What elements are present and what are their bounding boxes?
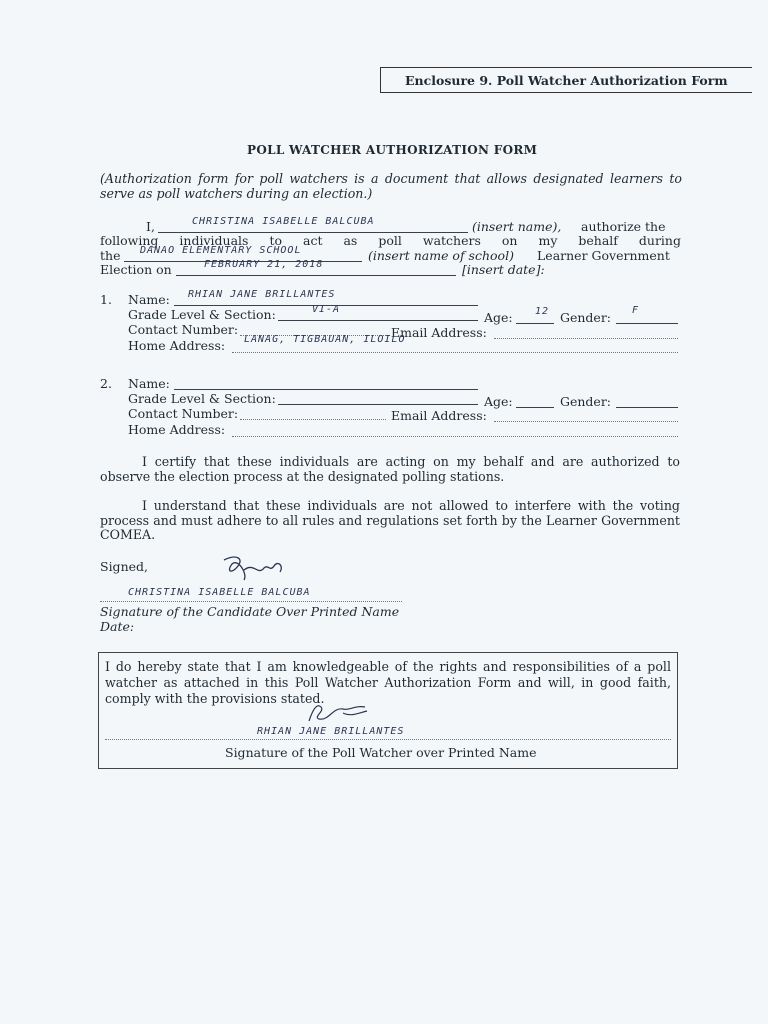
- understand-paragraph: I understand that these individuals are not allowed to interfere with the voting process and must adhere to all rules and regulations set forth by the Learner Government COMEA.: [100, 498, 680, 543]
- intro-learner-gov: Learner Government: [537, 248, 670, 263]
- signed-label: Signed,: [100, 559, 148, 574]
- certify-paragraph: I certify that these individuals are acting on my behalf and are authorized to observe the election process at the designated polling stations.: [100, 454, 680, 484]
- watcher-2-number: 2.: [100, 376, 112, 391]
- statement-text: I do hereby state that I am knowledgeable of the rights and responsibilities of a poll watcher as attached in this Poll Watcher Authorization Form and will, in good faith, comply with the provisions stated.: [105, 659, 671, 706]
- enclosure-label: Enclosure 9. Poll Watcher Authorization Form: [380, 67, 752, 93]
- watcher-2-home-line[interactable]: [232, 436, 678, 437]
- watcher-2-name-line[interactable]: [174, 389, 478, 390]
- candidate-signature: [214, 552, 288, 586]
- watcher-1-grade-label: Grade Level & Section:: [128, 307, 276, 322]
- watcher-2-age-line[interactable]: [516, 407, 554, 408]
- watcher-1-contact-label: Contact Number:: [128, 322, 239, 337]
- watcher-1-gender-label: Gender:: [560, 310, 612, 325]
- watcher-2-gender-line[interactable]: [616, 407, 678, 408]
- poll-watcher-statement-box: [98, 652, 678, 769]
- watcher-1-home-label: Home Address:: [128, 338, 226, 353]
- election-date-line: [176, 275, 456, 276]
- election-date-value[interactable]: FEBRUARY 21, 2018: [204, 259, 324, 270]
- watcher-1-grade-value[interactable]: VI-A: [312, 304, 341, 315]
- intro-i-label: I,: [146, 219, 155, 234]
- school-name-value[interactable]: DANAO ELEMENTARY SCHOOL: [140, 245, 302, 256]
- watcher-2-grade-line[interactable]: [278, 404, 478, 405]
- watcher-printed-name: RHIAN JANE BRILLANTES: [257, 726, 405, 737]
- form-title: POLL WATCHER AUTHORIZATION FORM: [247, 143, 538, 157]
- watcher-2-email-line[interactable]: [494, 421, 678, 422]
- form-subtitle: (Authorization form for poll watchers is a document that allows designated learners to serve as poll watchers during an election.): [100, 171, 682, 201]
- insert-name-hint: (insert name),: [472, 219, 562, 234]
- watcher-signature-caption: Signature of the Poll Watcher over Printed Name: [225, 745, 537, 760]
- watcher-1-gender-line: [616, 323, 678, 324]
- watcher-signature-line: [105, 739, 671, 740]
- watcher-2-name-label: Name:: [128, 376, 170, 391]
- watcher-2-home-label: Home Address:: [128, 422, 226, 437]
- watcher-1-email-label: Email Address:: [391, 325, 487, 340]
- candidate-name-value[interactable]: CHRISTINA ISABELLE BALCUBA: [192, 216, 375, 227]
- insert-date-hint: [insert date]:: [462, 262, 545, 277]
- watcher-1-age-line: [516, 323, 554, 324]
- watcher-2-contact-line[interactable]: [240, 419, 386, 420]
- watcher-2-email-label: Email Address:: [391, 408, 487, 423]
- watcher-2-age-label: Age:: [484, 394, 513, 409]
- date-label: Date:: [100, 619, 135, 634]
- watcher-2-grade-label: Grade Level & Section:: [128, 391, 276, 406]
- intro-line-2: following individuals to act as poll watchers on my behalf during: [100, 233, 681, 248]
- intro-the-label: the: [100, 248, 121, 263]
- watcher-1-name-value[interactable]: RHIAN JANE BRILLANTES: [188, 289, 336, 300]
- watcher-1-gender-value[interactable]: F: [632, 305, 640, 316]
- watcher-2-gender-label: Gender:: [560, 394, 612, 409]
- watcher-2-contact-label: Contact Number:: [128, 406, 239, 421]
- watcher-1-number: 1.: [100, 292, 112, 307]
- watcher-1-name-label: Name:: [128, 292, 170, 307]
- candidate-signature-caption: Signature of the Candidate Over Printed Name: [100, 604, 400, 619]
- watcher-1-home-value[interactable]: LANAG, TIGBAUAN, ILOILO: [244, 334, 406, 345]
- watcher-1-home-line: [232, 352, 678, 353]
- intro-election-on: Election on: [100, 262, 172, 277]
- intro-authorize: authorize the: [581, 219, 666, 234]
- watcher-signature: [303, 699, 375, 727]
- watcher-1-age-value[interactable]: 12: [535, 306, 550, 317]
- candidate-signature-line: [100, 601, 402, 602]
- watcher-1-age-label: Age:: [484, 310, 513, 325]
- candidate-printed-name: CHRISTINA ISABELLE BALCUBA: [128, 587, 311, 598]
- watcher-1-grade-line: [278, 320, 478, 321]
- insert-school-hint: (insert name of school): [368, 248, 514, 263]
- watcher-1-email-line[interactable]: [494, 338, 678, 339]
